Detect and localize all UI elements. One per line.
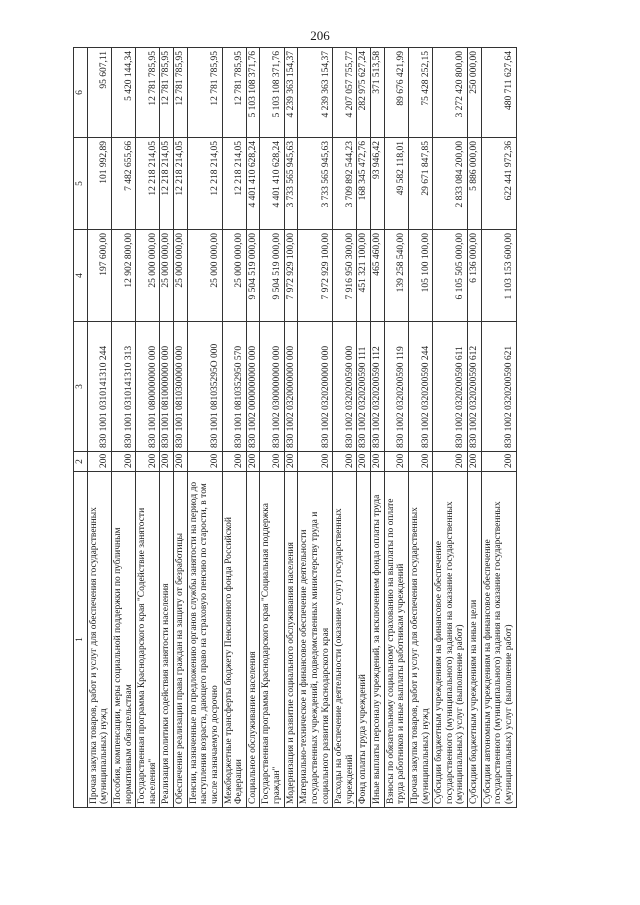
table-row	[174, 48, 188, 808]
row-code-cell: 200	[433, 452, 468, 472]
column-header: 3	[74, 322, 88, 452]
row-code-cell: 200	[222, 452, 246, 472]
row-value-col5-cell: 12 218 214,05	[187, 138, 222, 230]
table-row	[298, 48, 333, 808]
row-value-col5-cell: 168 345 472,76	[357, 138, 371, 230]
row-name-cell: Государственная программа Краснодарского края "Содействие занятости населения"	[136, 472, 160, 808]
row-value-col6-cell: 89 676 421,99	[384, 48, 408, 138]
row-value-col4-cell: 9 504 519 000,00	[260, 230, 284, 322]
row-value-col4-cell: 7 972 929 100,00	[284, 230, 298, 322]
page-number: 206	[310, 28, 330, 43]
table-row	[160, 48, 174, 808]
table-row	[357, 48, 371, 808]
row-name-cell: Межбюджетные трансферты бюджету Пенсионного фонда Российской Федерации	[222, 472, 246, 808]
row-value-col4-cell: 25 000 000,00	[136, 230, 160, 322]
rotated-table-container	[73, 48, 553, 808]
row-value-col6-cell: 3 272 420 800,00	[433, 48, 468, 138]
row-value-col4-cell: 1 103 153 600,00	[481, 230, 516, 322]
row-value-col4-cell: 25 000 000,00	[222, 230, 246, 322]
row-value-col4-cell: 6 136 000,00	[468, 230, 482, 322]
row-value-col5-cell: 12 218 214,05	[174, 138, 188, 230]
row-code-cell: 200	[87, 452, 111, 472]
column-header: 5	[74, 138, 88, 230]
row-value-col4-cell: 139 258 540,00	[384, 230, 408, 322]
row-kbk-cell: 830 1002 0320200590 000	[333, 322, 357, 452]
row-value-col4-cell: 7 972 929 100,00	[298, 230, 333, 322]
column-header: 2	[74, 452, 88, 472]
row-value-col5-cell: 3 733 565 945,63	[298, 138, 333, 230]
row-code-cell: 200	[357, 452, 371, 472]
table-row	[187, 48, 222, 808]
row-value-col5-cell: 4 401 410 628,24	[260, 138, 284, 230]
row-value-col4-cell: 9 504 519 000,00	[246, 230, 260, 322]
row-value-col6-cell: 5 103 108 371,76	[246, 48, 260, 138]
row-name-cell: Материально-техническое и финансовое обеспечение деятельности государственных учреждений, подведомственных министерству труда и социального развития Краснодарского края	[298, 472, 333, 808]
row-kbk-cell: 830 1002 0320000000 000	[284, 322, 298, 452]
row-name-cell: Расходы на обеспечение деятельности (оказание услуг) государственных учреждений	[333, 472, 357, 808]
row-value-col4-cell: 25 000 000,00	[187, 230, 222, 322]
row-kbk-cell: 830 1001 0810352950 570	[222, 322, 246, 452]
row-kbk-cell: 830 1002 0300000000 000	[260, 322, 284, 452]
row-kbk-cell: 830 1002 0320200590 244	[408, 322, 432, 452]
row-value-col6-cell: 480 711 627,64	[481, 48, 516, 138]
row-value-col6-cell: 12 781 785,95	[222, 48, 246, 138]
row-code-cell: 200	[284, 452, 298, 472]
row-value-col6-cell: 12 781 785,95	[187, 48, 222, 138]
row-value-col6-cell: 5 420 144,34	[111, 48, 135, 138]
table-row	[468, 48, 482, 808]
row-name-cell: Иные выплаты персоналу учреждений, за исключением фонда оплаты труда	[371, 472, 385, 808]
table-row	[384, 48, 408, 808]
row-value-col6-cell: 4 239 363 154,37	[284, 48, 298, 138]
row-name-cell: Фонд оплаты труда учреждений	[357, 472, 371, 808]
row-value-col4-cell: 12 902 800,00	[111, 230, 135, 322]
row-code-cell: 200	[384, 452, 408, 472]
row-name-cell: Прочая закупка товаров, работ и услуг для обеспечения государственных (муниципальных) нужд	[408, 472, 432, 808]
row-name-cell: Государственная программа Краснодарского края "Социальная поддержка граждан"	[260, 472, 284, 808]
row-value-col4-cell: 25 000 000,00	[174, 230, 188, 322]
row-name-cell: Взносы по обязательному социальному страхованию на выплаты по оплате труда работников и иные выплаты работникам учреждений	[384, 472, 408, 808]
row-value-col6-cell: 4 239 363 154,37	[298, 48, 333, 138]
table-row	[87, 48, 111, 808]
row-value-col4-cell: 25 000 000,00	[160, 230, 174, 322]
row-value-col4-cell: 6 105 505 000,00	[433, 230, 468, 322]
row-value-col5-cell: 29 671 847,85	[408, 138, 432, 230]
row-kbk-cell: 830 1002 0320200590 621	[481, 322, 516, 452]
row-kbk-cell: 830 1001 0310141310 244	[87, 322, 111, 452]
row-value-col6-cell: 5 103 108 371,76	[260, 48, 284, 138]
row-code-cell: 200	[246, 452, 260, 472]
row-kbk-cell: 830 1002 0000000000 000	[246, 322, 260, 452]
row-code-cell: 200	[371, 452, 385, 472]
row-value-col5-cell: 3 733 565 945,63	[284, 138, 298, 230]
row-value-col5-cell: 49 582 118,01	[384, 138, 408, 230]
column-header: 1	[74, 472, 88, 808]
row-code-cell: 200	[160, 452, 174, 472]
row-name-cell: Социальное обслуживание населения	[246, 472, 260, 808]
row-kbk-cell: 830 1002 0320200590 611	[433, 322, 468, 452]
row-value-col6-cell: 4 207 057 755,77	[333, 48, 357, 138]
row-name-cell: Реализация политики содействия занятости населения	[160, 472, 174, 808]
row-code-cell: 200	[136, 452, 160, 472]
row-name-cell: Пособия, компенсации, меры социальной поддержки по публичным нормативным обязательствам	[111, 472, 135, 808]
row-value-col5-cell: 93 946,42	[371, 138, 385, 230]
row-code-cell: 200	[468, 452, 482, 472]
row-value-col5-cell: 5 886 000,00	[468, 138, 482, 230]
row-code-cell: 200	[174, 452, 188, 472]
row-name-cell: Обеспечение реализации права граждан на защиту от безработицы	[174, 472, 188, 808]
row-code-cell: 200	[260, 452, 284, 472]
row-name-cell: Субсидии автономным учреждениям на финансовое обеспечение государственного (муниципального) задания на оказание государственных (муниципальных) услуг (выполнение работ)	[481, 472, 516, 808]
row-kbk-cell: 830 1001 0810300000 000	[174, 322, 188, 452]
table-row	[371, 48, 385, 808]
row-value-col4-cell: 465 460,00	[371, 230, 385, 322]
table-row	[260, 48, 284, 808]
row-code-cell: 200	[481, 452, 516, 472]
row-value-col5-cell: 12 218 214,05	[222, 138, 246, 230]
table-row	[111, 48, 135, 808]
row-value-col5-cell: 3 709 892 544,23	[333, 138, 357, 230]
table-row	[333, 48, 357, 808]
row-kbk-cell: 830 1001 0310141310 313	[111, 322, 135, 452]
row-value-col4-cell: 7 916 950 300,00	[333, 230, 357, 322]
header-row	[74, 48, 88, 808]
row-value-col5-cell: 4 401 410 628,24	[246, 138, 260, 230]
column-header: 4	[74, 230, 88, 322]
row-code-cell: 200	[187, 452, 222, 472]
row-name-cell: Модернизация и развитие социального обслуживания населения	[284, 472, 298, 808]
row-name-cell: Пенсии, назначенные по предложению органов службы занятости на период до наступления возраста, дающего право на страховую пенсию по старости, в том числе назначаемую досрочно	[187, 472, 222, 808]
row-value-col4-cell: 451 321 100,00	[357, 230, 371, 322]
row-code-cell: 200	[111, 452, 135, 472]
table-row	[136, 48, 160, 808]
row-code-cell: 200	[333, 452, 357, 472]
row-value-col5-cell: 101 992,89	[87, 138, 111, 230]
table-row	[284, 48, 298, 808]
row-value-col5-cell: 2 833 084 200,00	[433, 138, 468, 230]
column-header: 6	[74, 48, 88, 138]
row-value-col5-cell: 7 482 655,66	[111, 138, 135, 230]
row-kbk-cell: 830 1002 0320200590 119	[384, 322, 408, 452]
row-value-col5-cell: 12 218 214,05	[136, 138, 160, 230]
row-kbk-cell: 830 1002 0320200590 112	[371, 322, 385, 452]
row-code-cell: 200	[408, 452, 432, 472]
row-kbk-cell: 830 1002 0320200000 000	[298, 322, 333, 452]
row-name-cell: Прочая закупка товаров, работ и услуг для обеспечения государственных (муниципальных) нужд	[87, 472, 111, 808]
row-kbk-cell: 830 1002 0320200590 111	[357, 322, 371, 452]
row-value-col4-cell: 197 600,00	[87, 230, 111, 322]
row-value-col6-cell: 250 000,00	[468, 48, 482, 138]
table-row	[481, 48, 516, 808]
budget-table	[73, 47, 517, 808]
row-value-col6-cell: 12 781 785,95	[136, 48, 160, 138]
row-value-col6-cell: 12 781 785,95	[174, 48, 188, 138]
row-value-col4-cell: 105 100 100,00	[408, 230, 432, 322]
row-kbk-cell: 830 1002 0320200590 612	[468, 322, 482, 452]
row-value-col6-cell: 282 975 627,24	[357, 48, 371, 138]
row-value-col6-cell: 75 428 252,15	[408, 48, 432, 138]
row-kbk-cell: 830 1001 081035295О 000	[187, 322, 222, 452]
table-row	[433, 48, 468, 808]
row-value-col6-cell: 95 607,11	[87, 48, 111, 138]
row-value-col5-cell: 12 218 214,05	[160, 138, 174, 230]
row-kbk-cell: 830 1001 0810000000 000	[160, 322, 174, 452]
row-name-cell: Субсидии бюджетным учреждениям на финансовое обеспечение государственного (муниципального) задания на оказание государственных (муниципальных) услуг (выполнение работ)	[433, 472, 468, 808]
table-row	[246, 48, 260, 808]
table-row	[408, 48, 432, 808]
row-value-col6-cell: 371 513,58	[371, 48, 385, 138]
row-value-col5-cell: 622 441 972,36	[481, 138, 516, 230]
row-kbk-cell: 830 1001 0800000000 000	[136, 322, 160, 452]
row-name-cell: Субсидии бюджетным учреждениям на иные цели	[468, 472, 482, 808]
row-value-col6-cell: 12 781 785,95	[160, 48, 174, 138]
row-code-cell: 200	[298, 452, 333, 472]
table-row	[222, 48, 246, 808]
